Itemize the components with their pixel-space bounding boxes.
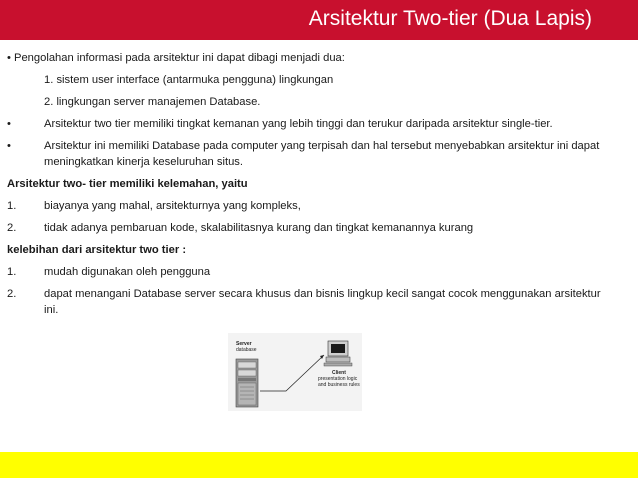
client-sublabel: presentation logic (318, 376, 358, 382)
bullet-text: Arsitektur ini memiliki Database pada computer yang terpisah dan hal tersebut menyebabkan arsitektur ini dapat meningkatkan kinerja keseluruhan situs. (44, 140, 600, 168)
list-number: 1. (7, 200, 17, 212)
connection-line (260, 355, 324, 391)
bullet-marker: • (7, 140, 11, 152)
list-number: 2. (7, 288, 17, 300)
bullet-item (0, 116, 625, 132)
slide-title: Arsitektur Two-tier (Dua Lapis) (308, 7, 592, 30)
intro-sub-item: 2. lingkungan server manajemen Database. (44, 96, 261, 108)
server-label: Server (236, 341, 252, 347)
server-icon (236, 359, 258, 407)
weakness-text: tidak adanya pembaruan kode, skalabilitasnya kurang dan tingkat kemanannya kurang (44, 222, 474, 234)
intro-bullet (0, 50, 625, 66)
bullet-item (0, 138, 625, 170)
two-tier-diagram (228, 333, 362, 411)
title-bar (0, 0, 638, 40)
intro-sub-item: 1. sistem user interface (antarmuka pengguna) lingkungan (44, 74, 334, 86)
strength-text: dapat menangani Database server secara khusus dan bisnis lingkup kecil sangat cocok menggunakan arsitektur ini. (44, 288, 601, 316)
strength-item (0, 286, 625, 318)
bullet-marker: • (7, 118, 11, 130)
weakness-item (0, 198, 625, 214)
client-sublabel: and business rules (318, 382, 360, 388)
strength-heading: kelebihan dari arsitektur two tier : (7, 244, 187, 256)
client-computer-icon (324, 341, 352, 366)
bottom-bar (0, 452, 638, 478)
server-sublabel: database (236, 347, 257, 353)
strength-item (0, 264, 625, 280)
slide-content (0, 50, 625, 324)
bullet-text: Arsitektur two tier memiliki tingkat kemanan yang lebih tinggi dan terukur daripada arsitektur single-tier. (44, 118, 553, 130)
list-number: 1. (7, 266, 17, 278)
client-label: Client (332, 370, 346, 376)
weakness-heading: Arsitektur two- tier memiliki kelemahan, yaitu (7, 178, 248, 190)
intro-text: Pengolahan informasi pada arsitektur ini dapat dibagi menjadi dua: (14, 52, 345, 64)
list-number: 2. (7, 222, 17, 234)
strength-text: mudah digunakan oleh pengguna (44, 266, 211, 278)
bullet-marker: • (7, 52, 11, 64)
weakness-text: biayanya yang mahal, arsitekturnya yang kompleks, (44, 200, 301, 212)
weakness-item (0, 220, 625, 236)
